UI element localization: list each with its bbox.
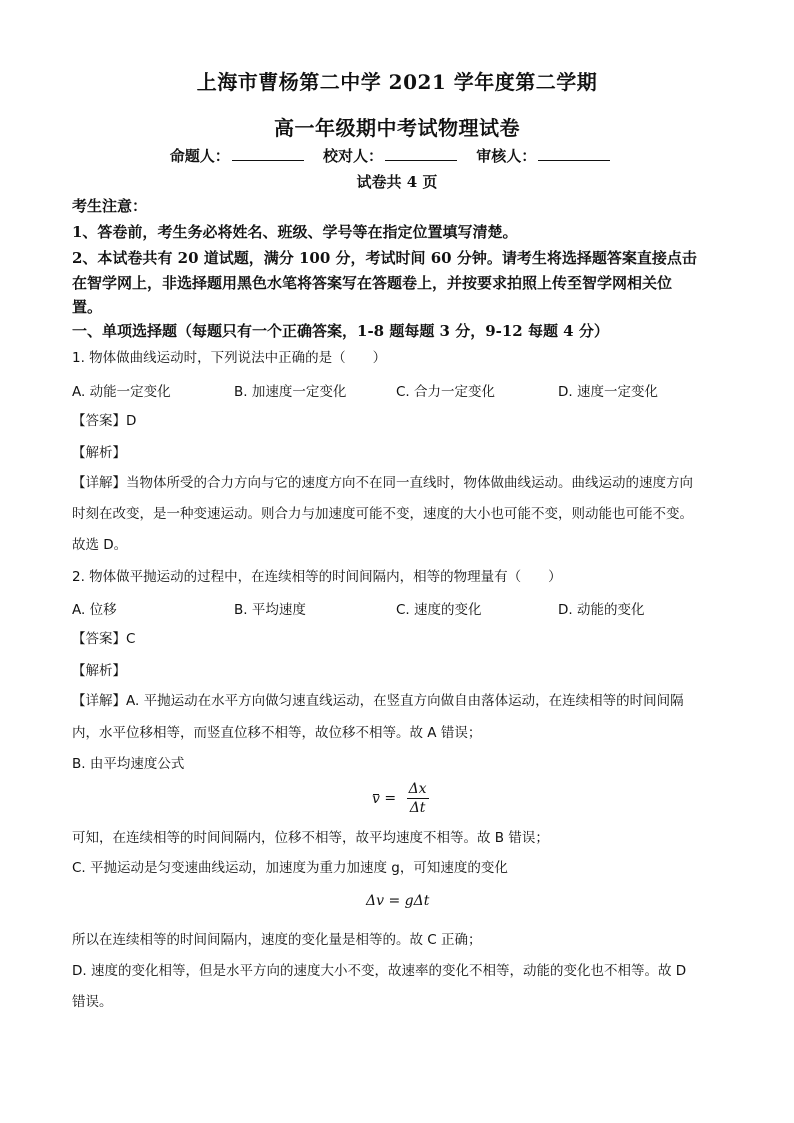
section-1-heading: 一、单项选择题（每题只有一个正确答案，1-8 题每题 3 分，9-12 每题 4 分） [72,322,609,340]
formula-1-fraction [407,780,429,817]
formula-1-denominator: Δt [409,800,426,816]
question-2-detail-line-8: 错误。 [72,994,113,1010]
question-1-stem: 1. 物体做曲线运动时，下列说法中正确的是（ ） [72,350,387,366]
checker-label: 校对人： [322,147,383,165]
question-2-detail-line-3: B. 由平均速度公式 [72,756,185,772]
author-label: 命题人： [169,147,230,165]
average-velocity-formula [372,780,429,817]
notice-item-2-line-1: 2、本试卷共有 20 道试题，满分 100 分，考试时间 60 分钟。请考生将选择题答案直接点击 [72,249,697,267]
question-1-detail-line-2: 时刻在改变，是一种变速运动。则合力与加速度可能不变，速度的大小也可能不变，则动能也可能不变。 [72,506,693,522]
exam-title: 上海市曹杨第二中学 2021 学年度第二学期 [196,70,598,94]
question-2-detail-line-4: 可知，在连续相等的时间间隔内，位移不相等，故平均速度不相等。故 B 错误； [72,830,549,846]
question-2-option-b: B. 平均速度 [234,602,306,618]
question-2-option-a: A. 位移 [72,602,117,618]
exam-subtitle: 高一年级期中考试物理试卷 [274,116,520,140]
formula-1-lhs: v [372,790,380,807]
checker-blank [385,146,457,161]
question-2-detail-line-2: 内，水平位移相等，而竖直位移不相等，故位移不相等。故 A 错误； [72,725,482,741]
question-1-option-c: C. 合力一定变化 [396,384,496,400]
notice-item-1: 1、答卷前，考生务必将姓名、班级、学号等在指定位置填写清楚。 [72,223,518,241]
question-2-detail-line-6: 所以在连续相等的时间间隔内，速度的变化量是相等的。故 C 正确； [72,932,482,948]
question-2-detail-line-5: C. 平抛运动是匀变速曲线运动，加速度为重力加速度 g，可知速度的变化 [72,860,508,876]
question-2-option-c: C. 速度的变化 [396,602,482,618]
page-count: 试卷共 4 页 [356,173,438,191]
notice-item-2-line-3: 置。 [72,298,103,316]
formula-1-numerator: Δx [408,781,427,797]
question-1-option-a: A. 动能一定变化 [72,384,171,400]
question-2-detail-line-1: 【详解】A. 平抛运动在水平方向做匀速直线运动，在竖直方向做自由落体运动，在连续相等的时间间隔 [72,693,684,709]
formula-1-equals: = [379,790,401,807]
notice-heading: 考生注意： [72,197,148,215]
notice-item-2-line-2: 在智学网上，非选择题用黑色水笔将答案写在答题卷上，并按要求拍照上传至智学网相关位 [72,274,673,292]
question-1-detail-line-1: 【详解】当物体所受的合力方向与它的速度方向不在同一直线时，物体做曲线运动。曲线运动的速度方向 [72,475,693,491]
staff-line [0,145,794,166]
question-2-analysis-tag: 【解析】 [72,663,126,679]
question-2-detail-line-7: D. 速度的变化相等，但是水平方向的速度大小不变，故速率的变化不相等，动能的变化也不相等。故 D [72,963,687,979]
velocity-change-formula: Δv = gΔt [366,893,430,909]
reviewer-blank [538,146,610,161]
question-1-analysis-tag: 【解析】 [72,445,126,461]
author-blank [232,146,304,161]
question-1-option-b: B. 加速度一定变化 [234,384,347,400]
question-1-answer: 【答案】D [72,413,137,429]
question-1-option-d: D. 速度一定变化 [558,384,658,400]
question-2-answer: 【答案】C [72,631,136,647]
question-2-option-d: D. 动能的变化 [558,602,645,618]
question-1-detail-line-3: 故选 D。 [72,537,128,553]
reviewer-label: 审核人： [476,147,537,165]
question-2-stem: 2. 物体做平抛运动的过程中，在连续相等的时间间隔内，相等的物理量有（ ） [72,569,562,585]
